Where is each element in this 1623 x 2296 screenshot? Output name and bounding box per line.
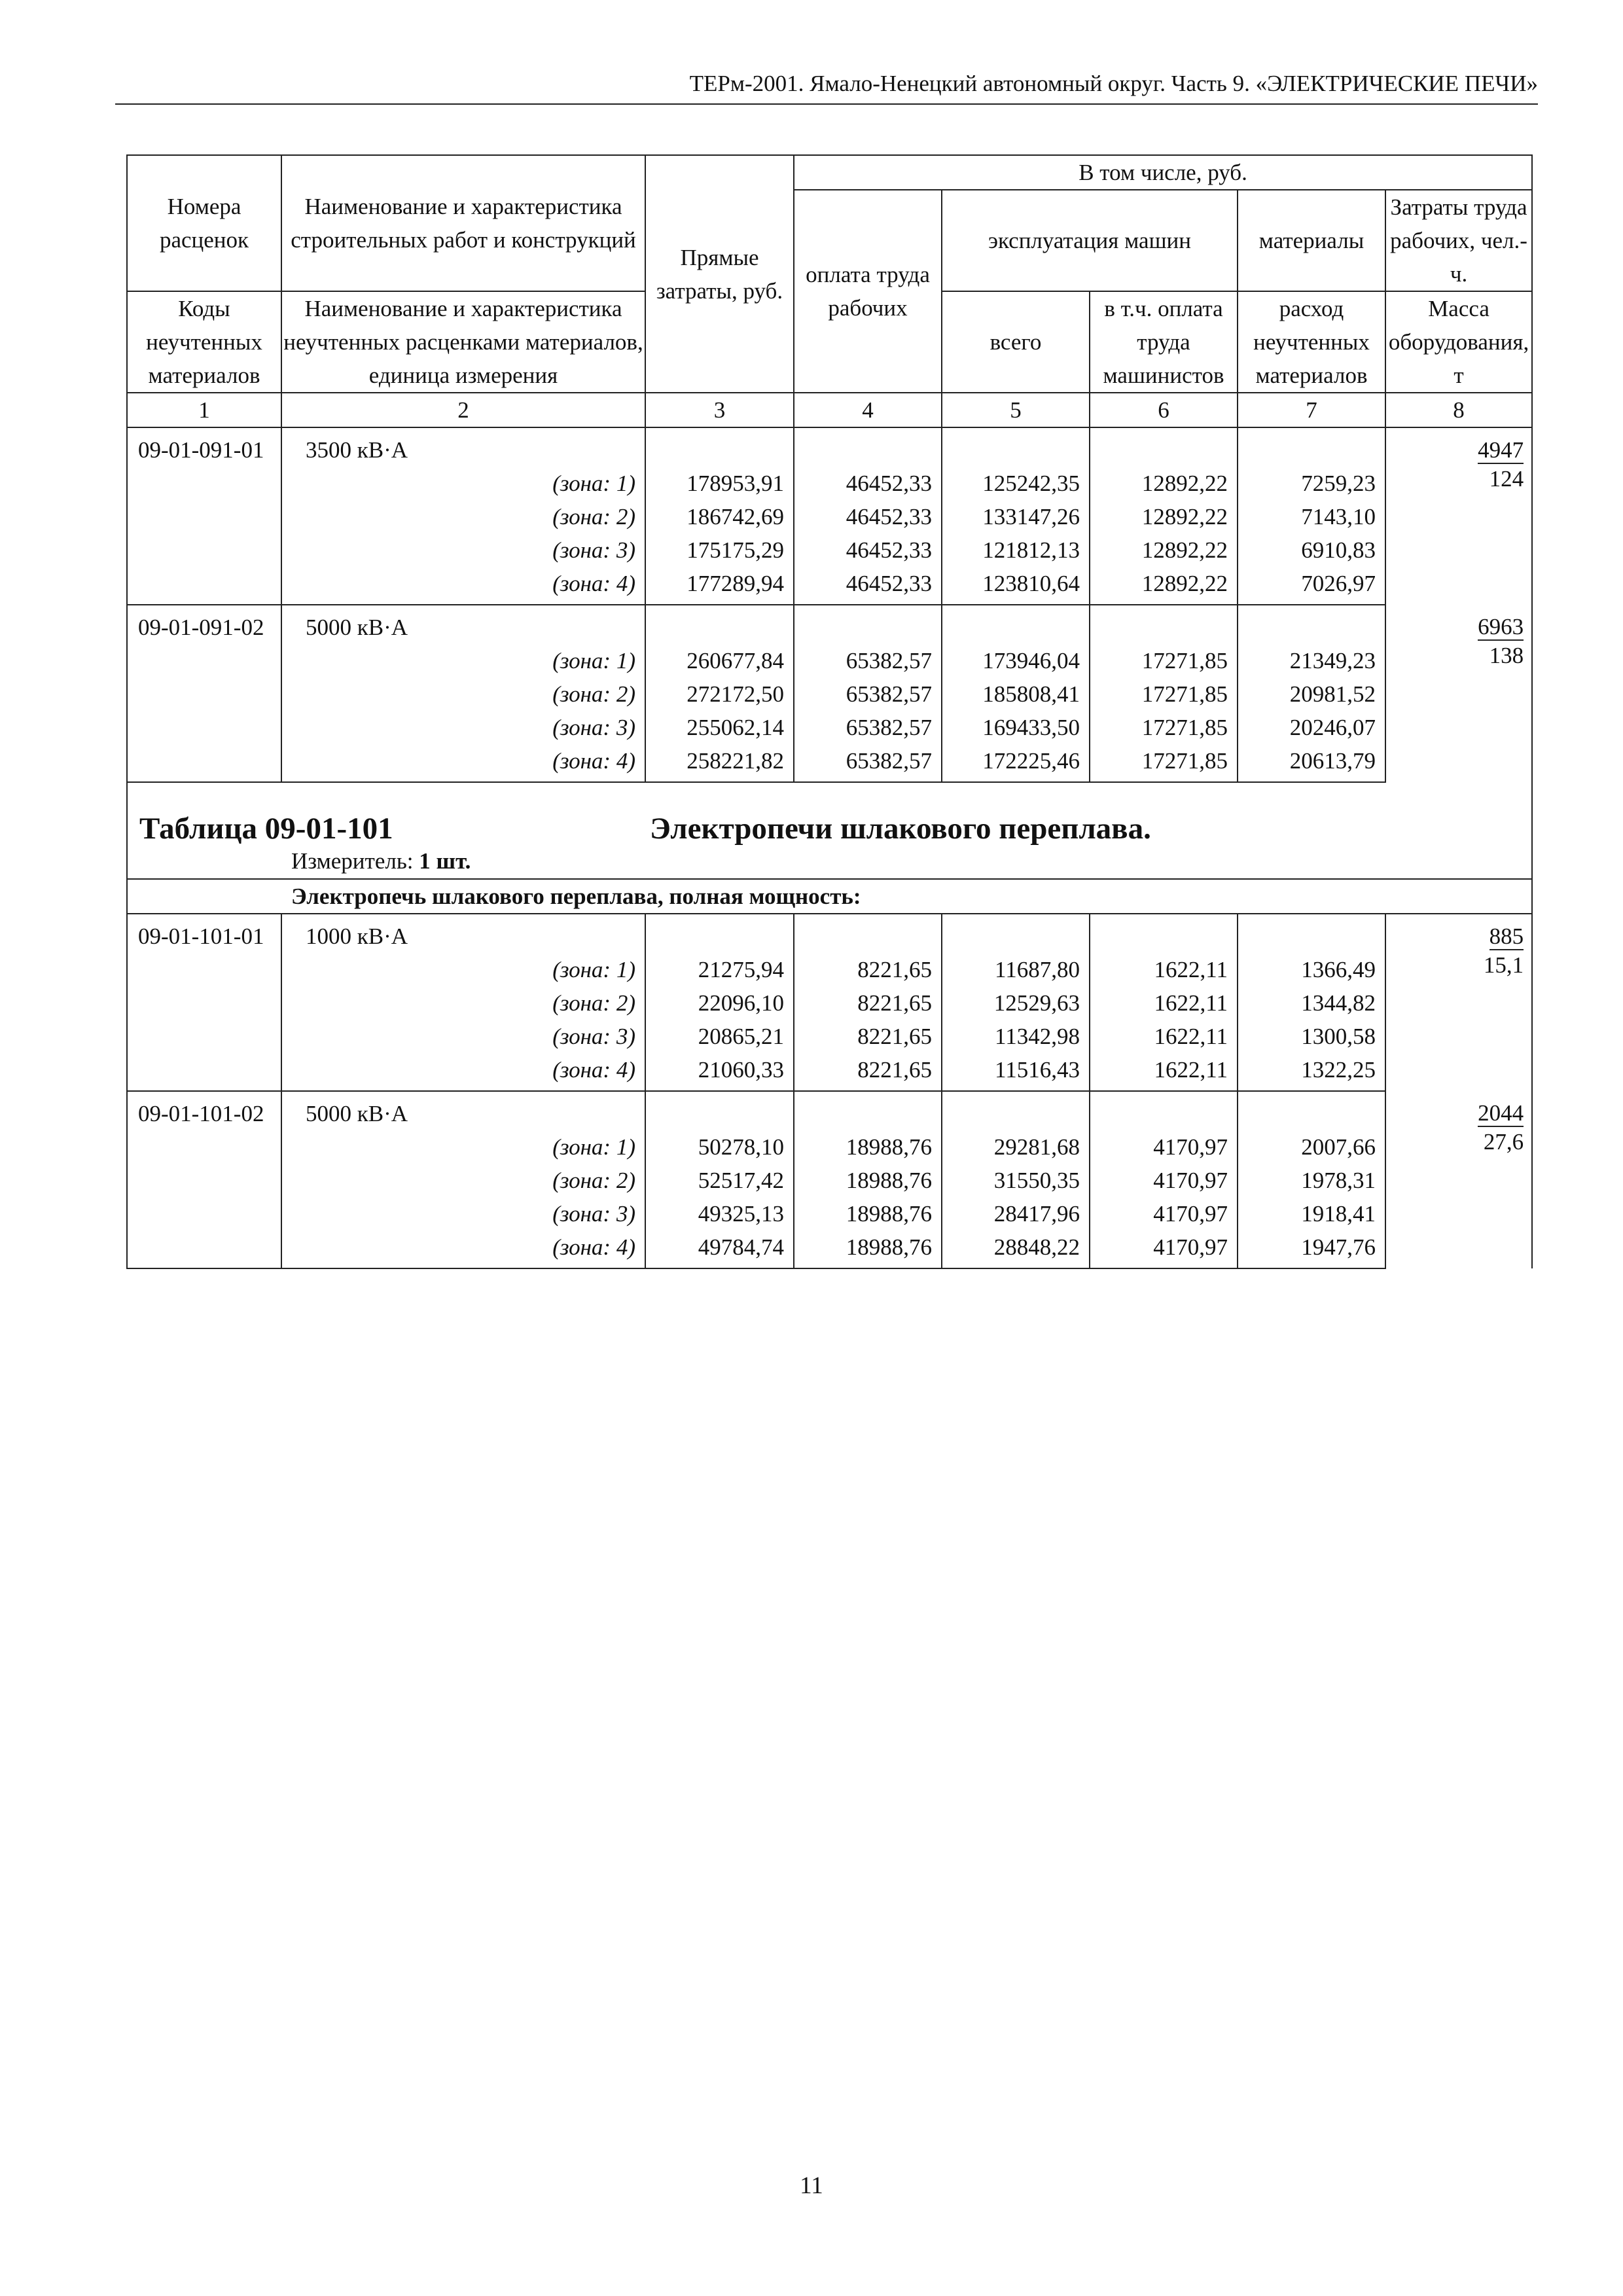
empty-cell (127, 744, 281, 782)
zone-label: (зона: 1) (281, 1130, 645, 1164)
worker-pay-value: 46452,33 (794, 467, 942, 500)
zone-row (127, 677, 1532, 711)
empty-cell (1238, 914, 1385, 953)
machines-total-value: 28417,96 (942, 1197, 1090, 1230)
direct-costs-value: 21060,33 (645, 1053, 794, 1091)
worker-pay-value: 8221,65 (794, 1020, 942, 1053)
machines-total-value: 185808,41 (942, 677, 1090, 711)
materials-value: 7026,97 (1238, 567, 1385, 605)
worker-pay-value: 46452,33 (794, 500, 942, 533)
subheading-row (127, 879, 1532, 914)
header-materials: материалы (1238, 190, 1385, 291)
empty-cell (127, 677, 281, 711)
operator-pay-value: 1622,11 (1090, 953, 1238, 986)
machines-total-value: 125242,35 (942, 467, 1090, 500)
empty-cell (127, 1230, 281, 1268)
direct-costs-value: 50278,10 (645, 1130, 794, 1164)
zone-row (127, 644, 1532, 677)
machines-total-value: 28848,22 (942, 1230, 1090, 1268)
column-number: 6 (1090, 393, 1238, 427)
operator-pay-value: 12892,22 (1090, 567, 1238, 605)
zone-label: (зона: 3) (281, 711, 645, 744)
subheading: Электропечь шлакового переплава, полная мощность: (127, 879, 1532, 914)
header-material-names: Наименование и характеристика неучтенных расценками материалов, единица измерения (281, 291, 645, 393)
zone-row (127, 1053, 1532, 1091)
empty-cell (645, 914, 794, 953)
equipment-mass-value: 15,1 (1483, 952, 1524, 978)
zone-label: (зона: 3) (281, 533, 645, 567)
machines-total-value: 29281,68 (942, 1130, 1090, 1164)
operator-pay-value: 17271,85 (1090, 711, 1238, 744)
materials-value: 20246,07 (1238, 711, 1385, 744)
materials-value: 21349,23 (1238, 644, 1385, 677)
direct-costs-value: 258221,82 (645, 744, 794, 782)
zone-label: (зона: 4) (281, 1230, 645, 1268)
worker-pay-value: 18988,76 (794, 1230, 942, 1268)
direct-costs-value: 177289,94 (645, 567, 794, 605)
header-machine-operation: эксплуатация машин (942, 190, 1238, 291)
operator-pay-value: 1622,11 (1090, 1020, 1238, 1053)
zone-row (127, 1130, 1532, 1164)
rate-row (127, 1091, 1532, 1130)
empty-cell (1090, 1091, 1238, 1130)
worker-pay-value: 8221,65 (794, 1053, 942, 1091)
materials-value: 1366,49 (1238, 953, 1385, 986)
zone-label: (зона: 4) (281, 1053, 645, 1091)
zone-label: (зона: 3) (281, 1020, 645, 1053)
unit-row (127, 846, 1532, 879)
labor-costs-value: 6963 (1478, 614, 1524, 639)
operator-pay-value: 12892,22 (1090, 467, 1238, 500)
zone-label: (зона: 4) (281, 744, 645, 782)
zone-row (127, 711, 1532, 744)
column-number: 7 (1238, 393, 1385, 427)
empty-cell (1238, 427, 1385, 467)
rate-name: 5000 кВ·А (281, 605, 645, 644)
materials-value: 7259,23 (1238, 467, 1385, 500)
rate-code: 09-01-101-02 (127, 1091, 281, 1130)
operator-pay-value: 4170,97 (1090, 1164, 1238, 1197)
worker-pay-value: 46452,33 (794, 533, 942, 567)
zone-label: (зона: 2) (281, 986, 645, 1020)
empty-cell (127, 567, 281, 605)
operator-pay-value: 17271,85 (1090, 644, 1238, 677)
table-title (127, 782, 1532, 846)
operator-pay-value: 1622,11 (1090, 1053, 1238, 1091)
direct-costs-value: 178953,91 (645, 467, 794, 500)
equipment-mass-value: 27,6 (1483, 1129, 1524, 1155)
operator-pay-value: 1622,11 (1090, 986, 1238, 1020)
materials-value: 1978,31 (1238, 1164, 1385, 1197)
operator-pay-value: 17271,85 (1090, 744, 1238, 782)
machines-total-value: 169433,50 (942, 711, 1090, 744)
labor-costs-value: 885 (1489, 924, 1524, 949)
worker-pay-value: 18988,76 (794, 1164, 942, 1197)
empty-cell (127, 1053, 281, 1091)
materials-value: 1300,58 (1238, 1020, 1385, 1053)
zone-label: (зона: 2) (281, 500, 645, 533)
header-material-codes: Коды неучтенных материалов (127, 291, 281, 393)
worker-pay-value: 65382,57 (794, 711, 942, 744)
rate-code: 09-01-091-01 (127, 427, 281, 467)
zone-row (127, 1164, 1532, 1197)
header-work-name: Наименование и характеристика строительных работ и конструкций (281, 155, 645, 291)
empty-cell (127, 1020, 281, 1053)
direct-costs-value: 22096,10 (645, 986, 794, 1020)
rate-row (127, 605, 1532, 644)
header-unaccounted-materials: расход неучтенных материалов (1238, 291, 1385, 393)
zone-label: (зона: 2) (281, 1164, 645, 1197)
zone-row (127, 1230, 1532, 1268)
empty-cell (1090, 427, 1238, 467)
empty-cell (1238, 605, 1385, 644)
materials-value: 7143,10 (1238, 500, 1385, 533)
header-operator-pay: в т.ч. оплата труда машинистов (1090, 291, 1238, 393)
materials-value: 6910,83 (1238, 533, 1385, 567)
materials-value: 1322,25 (1238, 1053, 1385, 1091)
empty-cell (1090, 914, 1238, 953)
worker-pay-value: 65382,57 (794, 677, 942, 711)
empty-cell (1090, 605, 1238, 644)
materials-value: 1947,76 (1238, 1230, 1385, 1268)
zone-row (127, 744, 1532, 782)
direct-costs-value: 21275,94 (645, 953, 794, 986)
rate-row (127, 914, 1532, 953)
header-direct-costs: Прямые затраты, руб. (645, 155, 794, 393)
header-machines-total: всего (942, 291, 1090, 393)
worker-pay-value: 65382,57 (794, 644, 942, 677)
empty-cell (127, 953, 281, 986)
zone-row (127, 567, 1532, 605)
zone-row (127, 986, 1532, 1020)
equipment-mass-value: 138 (1489, 643, 1524, 668)
direct-costs-value: 186742,69 (645, 500, 794, 533)
labor-costs-value: 2044 (1478, 1100, 1524, 1126)
table-heading: Электропечи шлакового переплава. (650, 812, 1151, 846)
rates-table (126, 154, 1533, 1269)
direct-costs-value: 49784,74 (645, 1230, 794, 1268)
machines-total-value: 173946,04 (942, 644, 1090, 677)
zone-row (127, 467, 1532, 500)
machines-total-value: 121812,13 (942, 533, 1090, 567)
machines-total-value: 31550,35 (942, 1164, 1090, 1197)
empty-cell (794, 427, 942, 467)
header-rate-numbers: Номера расценок (127, 155, 281, 291)
empty-cell (127, 533, 281, 567)
empty-cell (127, 500, 281, 533)
column-number: 8 (1385, 393, 1532, 427)
empty-cell (127, 1164, 281, 1197)
operator-pay-value: 4170,97 (1090, 1130, 1238, 1164)
direct-costs-value: 52517,42 (645, 1164, 794, 1197)
page-number: 11 (800, 2172, 823, 2199)
column-numbers-row (127, 393, 1532, 427)
machines-total-value: 123810,64 (942, 567, 1090, 605)
labor-mass-fraction (1385, 1091, 1532, 1268)
zone-row (127, 500, 1532, 533)
direct-costs-value: 20865,21 (645, 1020, 794, 1053)
rate-name: 3500 кВ·А (281, 427, 645, 467)
rate-code: 09-01-101-01 (127, 914, 281, 953)
empty-cell (645, 427, 794, 467)
direct-costs-value: 175175,29 (645, 533, 794, 567)
machines-total-value: 133147,26 (942, 500, 1090, 533)
labor-mass-fraction (1385, 605, 1532, 782)
worker-pay-value: 8221,65 (794, 986, 942, 1020)
materials-value: 20613,79 (1238, 744, 1385, 782)
labor-costs-value: 4947 (1478, 437, 1524, 463)
operator-pay-value: 12892,22 (1090, 500, 1238, 533)
empty-cell (794, 914, 942, 953)
worker-pay-value: 18988,76 (794, 1197, 942, 1230)
operator-pay-value: 17271,85 (1090, 677, 1238, 711)
machines-total-value: 172225,46 (942, 744, 1090, 782)
empty-cell (942, 1091, 1090, 1130)
zone-row (127, 1197, 1532, 1230)
column-number: 1 (127, 393, 281, 427)
direct-costs-value: 260677,84 (645, 644, 794, 677)
table-number: Таблица 09-01-101 (139, 812, 393, 846)
rate-name: 5000 кВ·А (281, 1091, 645, 1130)
materials-value: 20981,52 (1238, 677, 1385, 711)
zone-label: (зона: 1) (281, 953, 645, 986)
materials-value: 1918,41 (1238, 1197, 1385, 1230)
empty-cell (942, 914, 1090, 953)
machines-total-value: 12529,63 (942, 986, 1090, 1020)
empty-cell (942, 427, 1090, 467)
empty-cell (127, 986, 281, 1020)
empty-cell (127, 1130, 281, 1164)
header-equipment-mass: Масса оборудования, т (1385, 291, 1532, 393)
rate-row (127, 427, 1532, 467)
worker-pay-value: 8221,65 (794, 953, 942, 986)
labor-mass-fraction (1385, 914, 1532, 1091)
zone-label: (зона: 2) (281, 677, 645, 711)
equipment-mass-value: 124 (1489, 466, 1524, 492)
machines-total-value: 11687,80 (942, 953, 1090, 986)
empty-cell (645, 1091, 794, 1130)
empty-cell (645, 605, 794, 644)
unit-value: 1 шт. (419, 848, 471, 874)
empty-cell (794, 605, 942, 644)
zone-label: (зона: 1) (281, 644, 645, 677)
unit-of-measure (127, 846, 1532, 879)
zone-row (127, 1020, 1532, 1053)
operator-pay-value: 4170,97 (1090, 1230, 1238, 1268)
zone-label: (зона: 1) (281, 467, 645, 500)
zone-row (127, 953, 1532, 986)
column-number: 5 (942, 393, 1090, 427)
worker-pay-value: 46452,33 (794, 567, 942, 605)
table-title-row (127, 782, 1532, 846)
operator-pay-value: 12892,22 (1090, 533, 1238, 567)
materials-value: 1344,82 (1238, 986, 1385, 1020)
header-labor-costs: Затраты труда рабочих, чел.-ч. (1385, 190, 1532, 291)
empty-cell (127, 467, 281, 500)
empty-cell (127, 644, 281, 677)
machines-total-value: 11516,43 (942, 1053, 1090, 1091)
column-number: 3 (645, 393, 794, 427)
direct-costs-value: 255062,14 (645, 711, 794, 744)
column-number: 4 (794, 393, 942, 427)
materials-value: 2007,66 (1238, 1130, 1385, 1164)
direct-costs-value: 49325,13 (645, 1197, 794, 1230)
empty-cell (1238, 1091, 1385, 1130)
operator-pay-value: 4170,97 (1090, 1197, 1238, 1230)
worker-pay-value: 65382,57 (794, 744, 942, 782)
empty-cell (127, 711, 281, 744)
empty-cell (794, 1091, 942, 1130)
empty-cell (942, 605, 1090, 644)
worker-pay-value: 18988,76 (794, 1130, 942, 1164)
column-number: 2 (281, 393, 645, 427)
empty-cell (127, 1197, 281, 1230)
zone-label: (зона: 3) (281, 1197, 645, 1230)
header-including: В том числе, руб. (794, 155, 1532, 190)
zone-label: (зона: 4) (281, 567, 645, 605)
header-worker-pay: оплата труда рабочих (794, 190, 942, 393)
machines-total-value: 11342,98 (942, 1020, 1090, 1053)
zone-row (127, 533, 1532, 567)
rate-name: 1000 кВ·А (281, 914, 645, 953)
running-header: ТЕРм-2001. Ямало-Ненецкий автономный округ. Часть 9. «ЭЛЕКТРИЧЕСКИЕ ПЕЧИ» (115, 71, 1538, 105)
direct-costs-value: 272172,50 (645, 677, 794, 711)
unit-label: Измеритель: (291, 848, 414, 874)
labor-mass-fraction (1385, 427, 1532, 605)
rate-code: 09-01-091-02 (127, 605, 281, 644)
